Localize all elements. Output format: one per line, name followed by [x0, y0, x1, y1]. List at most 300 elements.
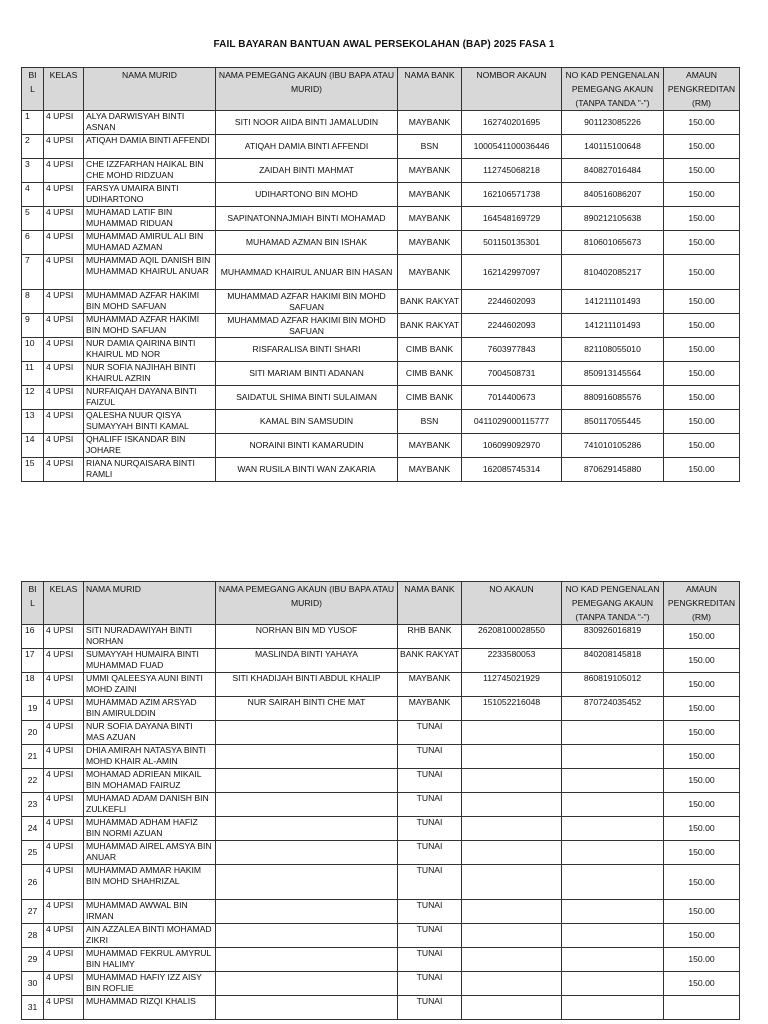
cell-bil: 4 [22, 183, 44, 207]
cell-bil: 27 [22, 900, 44, 924]
cell-no-kad [562, 769, 664, 793]
cell-no-kad: 821108055010 [562, 338, 664, 362]
cell-nama-pemegang: MUHAMMAD AZFAR HAKIMI BIN MOHD SAFUAN [216, 290, 398, 314]
cell-amaun: 150.00 [664, 386, 740, 410]
cell-nama-bank: CIMB BANK [398, 362, 462, 386]
cell-nama-murid: QALESHA NUUR QISYA SUMAYYAH BINTI KAMAL [84, 410, 216, 434]
cell-nombor-akaun: 501150135301 [462, 231, 562, 255]
cell-bil: 16 [22, 625, 44, 649]
cell-no-kad: 840516086207 [562, 183, 664, 207]
cell-nombor-akaun: 1000541100036446 [462, 135, 562, 159]
payment-table-2 [21, 581, 740, 1020]
header-amaun: AMAUN PENGKREDITAN (RM) [664, 582, 740, 625]
table-row [22, 769, 740, 793]
cell-no-kad: 140115100648 [562, 135, 664, 159]
cell-nama-murid: MOHAMAD ADRIEAN MIKAIL BIN MOHAMAD FAIRUZ [84, 769, 216, 793]
cell-bil: 8 [22, 290, 44, 314]
cell-nama-pemegang [216, 972, 398, 996]
cell-nama-pemegang [216, 900, 398, 924]
cell-nombor-akaun [462, 865, 562, 900]
cell-nama-murid: RIANA NURQAISARA BINTI RAMLI [84, 458, 216, 482]
cell-nama-pemegang: SAPINATONNAJMIAH BINTI MOHAMAD [216, 207, 398, 231]
cell-bil: 26 [22, 865, 44, 900]
cell-nama-murid: MUHAMAD LATIF BIN MUHAMMAD RIDUAN [84, 207, 216, 231]
cell-nama-pemegang: KAMAL BIN SAMSUDIN [216, 410, 398, 434]
cell-nama-murid: ALYA DARWISYAH BINTI ASNAN [84, 111, 216, 135]
cell-nama-murid: QHALIFF ISKANDAR BIN JOHARE [84, 434, 216, 458]
cell-nama-pemegang [216, 745, 398, 769]
cell-amaun: 150.00 [664, 625, 740, 649]
cell-nama-murid: MUHAMMAD AMIRUL ALI BIN MUHAMAD AZMAN [84, 231, 216, 255]
table-header-row [22, 582, 740, 625]
cell-bil: 24 [22, 817, 44, 841]
cell-nama-bank: BANK RAKYAT [398, 290, 462, 314]
cell-nama-murid: NUR SOFIA DAYANA BINTI MAS AZUAN [84, 721, 216, 745]
cell-no-kad: 810402085217 [562, 255, 664, 290]
cell-amaun: 150.00 [664, 159, 740, 183]
cell-amaun: 150.00 [664, 697, 740, 721]
cell-no-kad: 810601065673 [562, 231, 664, 255]
cell-bil: 13 [22, 410, 44, 434]
cell-bil: 12 [22, 386, 44, 410]
cell-nama-pemegang [216, 841, 398, 865]
cell-no-kad [562, 721, 664, 745]
cell-bil: 11 [22, 362, 44, 386]
payment-table-1 [21, 67, 740, 482]
cell-nama-bank: BSN [398, 135, 462, 159]
cell-no-kad: 840827016484 [562, 159, 664, 183]
table-row [22, 625, 740, 649]
cell-nama-bank: MAYBANK [398, 111, 462, 135]
cell-nombor-akaun: 7014400673 [462, 386, 562, 410]
cell-nama-pemegang [216, 924, 398, 948]
cell-nama-pemegang [216, 769, 398, 793]
cell-nombor-akaun: 7004508731 [462, 362, 562, 386]
table-row [22, 817, 740, 841]
cell-no-kad: 880916085576 [562, 386, 664, 410]
cell-bil: 2 [22, 135, 44, 159]
cell-no-kad: 870724035452 [562, 697, 664, 721]
cell-nama-murid: MUHAMMAD HAFIY IZZ AISY BIN ROFLIE [84, 972, 216, 996]
cell-kelas: 4 UPSI [44, 673, 84, 697]
table-row [22, 972, 740, 996]
cell-kelas: 4 UPSI [44, 972, 84, 996]
cell-nombor-akaun [462, 996, 562, 1020]
table-row [22, 841, 740, 865]
table-row [22, 865, 740, 900]
header-kelas: KELAS [44, 582, 84, 625]
cell-nombor-akaun: 26208100028550 [462, 625, 562, 649]
cell-nama-murid: MUHAMAD ADAM DANISH BIN ZULKEFLI [84, 793, 216, 817]
cell-kelas: 4 UPSI [44, 721, 84, 745]
cell-nama-murid: MUHAMMAD ADHAM HAFIZ BIN NORMI AZUAN [84, 817, 216, 841]
cell-bil: 7 [22, 255, 44, 290]
table-row [22, 290, 740, 314]
cell-amaun: 150.00 [664, 745, 740, 769]
cell-amaun: 150.00 [664, 290, 740, 314]
cell-kelas: 4 UPSI [44, 255, 84, 290]
cell-nama-pemegang: UDIHARTONO BIN MOHD [216, 183, 398, 207]
cell-no-kad: 141211101493 [562, 314, 664, 338]
cell-no-kad [562, 817, 664, 841]
table-row [22, 135, 740, 159]
cell-amaun: 150.00 [664, 900, 740, 924]
cell-nama-bank: TUNAI [398, 972, 462, 996]
table-row [22, 948, 740, 972]
cell-nama-murid: MUHAMMAD AMMAR HAKIM BIN MOHD SHAHRIZAL [84, 865, 216, 900]
cell-nombor-akaun: 2233580053 [462, 649, 562, 673]
cell-nama-bank: TUNAI [398, 948, 462, 972]
cell-nama-pemegang: ZAIDAH BINTI MAHMAT [216, 159, 398, 183]
cell-nama-murid: MUHAMMAD AIREL AMSYA BIN ANUAR [84, 841, 216, 865]
cell-nama-pemegang [216, 948, 398, 972]
cell-amaun: 150.00 [664, 649, 740, 673]
cell-nombor-akaun: 112745021929 [462, 673, 562, 697]
table-row [22, 410, 740, 434]
header-no-kad: NO KAD PENGENALAN PEMEGANG AKAUN (TANPA TANDA "-") [562, 68, 664, 111]
cell-no-kad: 890212105638 [562, 207, 664, 231]
document-title: FAIL BAYARAN BANTUAN AWAL PERSEKOLAHAN (BAP) 2025 FASA 1 [213, 39, 555, 50]
cell-kelas: 4 UPSI [44, 900, 84, 924]
cell-amaun: 150.00 [664, 793, 740, 817]
cell-nama-pemegang [216, 793, 398, 817]
cell-nama-pemegang: MUHAMMAD AZFAR HAKIMI BIN MOHD SAFUAN [216, 314, 398, 338]
cell-amaun: 150.00 [664, 135, 740, 159]
cell-nama-bank: BANK RAKYAT [398, 314, 462, 338]
cell-amaun: 150.00 [664, 769, 740, 793]
cell-amaun: 150.00 [664, 817, 740, 841]
cell-nombor-akaun: 112745068218 [462, 159, 562, 183]
header-kelas: KELAS [44, 68, 84, 111]
cell-nombor-akaun: 162142997097 [462, 255, 562, 290]
cell-nama-pemegang: SITI MARIAM BINTI ADANAN [216, 362, 398, 386]
table-row [22, 231, 740, 255]
cell-bil: 5 [22, 207, 44, 231]
cell-no-kad [562, 972, 664, 996]
cell-kelas: 4 UPSI [44, 434, 84, 458]
cell-nama-bank: TUNAI [398, 924, 462, 948]
cell-amaun: 150.00 [664, 255, 740, 290]
cell-nama-pemegang: WAN RUSILA BINTI WAN ZAKARIA [216, 458, 398, 482]
cell-amaun: 150.00 [664, 841, 740, 865]
cell-nama-pemegang [216, 817, 398, 841]
cell-no-kad: 850117055445 [562, 410, 664, 434]
cell-nombor-akaun [462, 721, 562, 745]
cell-nama-murid: SITI NURADAWIYAH BINTI NORHAN [84, 625, 216, 649]
header-nombor-akaun: NOMBOR AKAUN [462, 68, 562, 111]
cell-nama-bank: TUNAI [398, 769, 462, 793]
cell-nama-bank: TUNAI [398, 841, 462, 865]
cell-bil: 19 [22, 697, 44, 721]
cell-no-kad [562, 793, 664, 817]
header-no-kad: NO KAD PENGENALAN PEMEGANG AKAUN (TANPA TANDA "-") [562, 582, 664, 625]
cell-nama-bank: MAYBANK [398, 434, 462, 458]
cell-nama-bank: TUNAI [398, 721, 462, 745]
cell-nombor-akaun: 162085745314 [462, 458, 562, 482]
cell-bil: 18 [22, 673, 44, 697]
table-row [22, 386, 740, 410]
cell-nama-murid: MUHAMMAD AWWAL BIN IRMAN [84, 900, 216, 924]
cell-amaun: 150.00 [664, 183, 740, 207]
cell-kelas: 4 UPSI [44, 159, 84, 183]
cell-no-kad: 830926016819 [562, 625, 664, 649]
cell-bil: 23 [22, 793, 44, 817]
cell-nama-pemegang [216, 865, 398, 900]
cell-kelas: 4 UPSI [44, 745, 84, 769]
cell-bil: 28 [22, 924, 44, 948]
cell-amaun: 150.00 [664, 231, 740, 255]
cell-nama-murid: NURFAIQAH DAYANA BINTI FAIZUL [84, 386, 216, 410]
cell-no-kad: 741010105286 [562, 434, 664, 458]
cell-kelas: 4 UPSI [44, 362, 84, 386]
cell-nama-murid: DHIA AMIRAH NATASYA BINTI MOHD KHAIR AL-AMIN [84, 745, 216, 769]
cell-nama-bank: TUNAI [398, 793, 462, 817]
cell-bil: 21 [22, 745, 44, 769]
cell-kelas: 4 UPSI [44, 183, 84, 207]
cell-nama-murid: MUHAMMAD AZIM ARSYAD BIN AMIRULDDIN [84, 697, 216, 721]
header-amaun: AMAUN PENGKREDITAN (RM) [664, 68, 740, 111]
cell-nama-murid: ATIQAH DAMIA BINTI AFFENDI [84, 135, 216, 159]
cell-nama-pemegang: MUHAMMAD KHAIRUL ANUAR BIN HASAN [216, 255, 398, 290]
cell-nama-murid: MUHAMMAD RIZQI KHALIS [84, 996, 216, 1020]
cell-bil: 20 [22, 721, 44, 745]
cell-no-kad [562, 948, 664, 972]
cell-amaun: 150.00 [664, 458, 740, 482]
cell-nama-bank: MAYBANK [398, 255, 462, 290]
cell-nombor-akaun: 106099092970 [462, 434, 562, 458]
cell-amaun: 150.00 [664, 410, 740, 434]
cell-nama-pemegang: SAIDATUL SHIMA BINTI SULAIMAN [216, 386, 398, 410]
cell-no-kad: 141211101493 [562, 290, 664, 314]
cell-kelas: 4 UPSI [44, 410, 84, 434]
cell-nombor-akaun [462, 817, 562, 841]
header-no-akaun: NO AKAUN [462, 582, 562, 625]
table-row [22, 255, 740, 290]
cell-nama-pemegang: NORHAN BIN MD YUSOF [216, 625, 398, 649]
cell-amaun: 150.00 [664, 721, 740, 745]
cell-kelas: 4 UPSI [44, 697, 84, 721]
cell-kelas: 4 UPSI [44, 111, 84, 135]
cell-no-kad [562, 865, 664, 900]
table-row [22, 721, 740, 745]
table-row [22, 649, 740, 673]
cell-amaun: 150.00 [664, 338, 740, 362]
cell-kelas: 4 UPSI [44, 135, 84, 159]
cell-kelas: 4 UPSI [44, 996, 84, 1020]
cell-bil: 1 [22, 111, 44, 135]
cell-nama-pemegang: RISFARALISA BINTI SHARI [216, 338, 398, 362]
cell-nama-bank: TUNAI [398, 996, 462, 1020]
cell-nama-bank: MAYBANK [398, 673, 462, 697]
cell-kelas: 4 UPSI [44, 458, 84, 482]
cell-no-kad: 860819105012 [562, 673, 664, 697]
cell-bil: 31 [22, 996, 44, 1020]
cell-nama-pemegang: NORAINI BINTI KAMARUDIN [216, 434, 398, 458]
cell-nama-murid: MUHAMMAD AZFAR HAKIMI BIN MOHD SAFUAN [84, 314, 216, 338]
cell-kelas: 4 UPSI [44, 769, 84, 793]
header-nama-pemegang: NAMA PEMEGANG AKAUN (IBU BAPA ATAU MURID) [216, 582, 398, 625]
cell-amaun: 150.00 [664, 948, 740, 972]
cell-nama-murid: SUMAYYAH HUMAIRA BINTI MUHAMMAD FUAD [84, 649, 216, 673]
cell-no-kad: 901123085226 [562, 111, 664, 135]
cell-nombor-akaun [462, 972, 562, 996]
table-row [22, 159, 740, 183]
cell-bil: 15 [22, 458, 44, 482]
cell-nama-murid: FARSYA UMAIRA BINTI UDIHARTONO [84, 183, 216, 207]
header-nama-murid: NAMA MURID [84, 582, 216, 625]
cell-nombor-akaun: 164548169729 [462, 207, 562, 231]
table-row [22, 673, 740, 697]
table-row [22, 362, 740, 386]
cell-nama-pemegang: SITI KHADIJAH BINTI ABDUL KHALIP [216, 673, 398, 697]
cell-nama-bank: TUNAI [398, 745, 462, 769]
cell-nama-pemegang: NUR SAIRAH BINTI CHE MAT [216, 697, 398, 721]
cell-nama-bank: BANK RAKYAT [398, 649, 462, 673]
header-bil: BI L [22, 582, 44, 625]
header-nama-pemegang: NAMA PEMEGANG AKAUN (IBU BAPA ATAU MURID) [216, 68, 398, 111]
cell-nama-murid: MUHAMMAD AZFAR HAKIMI BIN MOHD SAFUAN [84, 290, 216, 314]
cell-no-kad [562, 745, 664, 769]
cell-no-kad: 850913145564 [562, 362, 664, 386]
cell-no-kad [562, 841, 664, 865]
table-row [22, 900, 740, 924]
cell-kelas: 4 UPSI [44, 231, 84, 255]
cell-nombor-akaun: 7603977843 [462, 338, 562, 362]
cell-amaun: 150.00 [664, 673, 740, 697]
table-row [22, 458, 740, 482]
cell-kelas: 4 UPSI [44, 625, 84, 649]
cell-nama-murid: MUHAMMAD FEKRUL AMYRUL BIN HALIMY [84, 948, 216, 972]
cell-nombor-akaun [462, 745, 562, 769]
cell-nama-bank: TUNAI [398, 865, 462, 900]
table-row [22, 314, 740, 338]
cell-nama-murid: NUR SOFIA NAJIHAH BINTI KHAIRUL AZRIN [84, 362, 216, 386]
cell-amaun: 150.00 [664, 362, 740, 386]
cell-bil: 6 [22, 231, 44, 255]
cell-nombor-akaun: 2244602093 [462, 290, 562, 314]
cell-nama-bank: MAYBANK [398, 207, 462, 231]
cell-bil: 22 [22, 769, 44, 793]
cell-nama-murid: MUHAMMAD AQIL DANISH BIN MUHAMMAD KHAIRUL ANUAR [84, 255, 216, 290]
cell-kelas: 4 UPSI [44, 841, 84, 865]
table-row [22, 434, 740, 458]
cell-nama-bank: MAYBANK [398, 231, 462, 255]
cell-bil: 17 [22, 649, 44, 673]
cell-no-kad: 870629145880 [562, 458, 664, 482]
cell-bil: 30 [22, 972, 44, 996]
header-nama-bank: NAMA BANK [398, 68, 462, 111]
cell-bil: 9 [22, 314, 44, 338]
table-row [22, 745, 740, 769]
cell-amaun: 150.00 [664, 865, 740, 900]
cell-nama-murid: NUR DAMIA QAIRINA BINTI KHAIRUL MD NOR [84, 338, 216, 362]
table-row [22, 111, 740, 135]
cell-nama-bank: CIMB BANK [398, 386, 462, 410]
cell-nama-bank: TUNAI [398, 900, 462, 924]
cell-kelas: 4 UPSI [44, 290, 84, 314]
cell-nama-murid: UMMI QALEESYA AUNI BINTI MOHD ZAINI [84, 673, 216, 697]
cell-bil: 14 [22, 434, 44, 458]
cell-nombor-akaun [462, 769, 562, 793]
cell-nama-bank: MAYBANK [398, 159, 462, 183]
cell-nombor-akaun [462, 793, 562, 817]
cell-nama-murid: CHE IZZFARHAN HAIKAL BIN CHE MOHD RIDZUAN [84, 159, 216, 183]
cell-nama-bank: MAYBANK [398, 458, 462, 482]
cell-nombor-akaun: 151052216048 [462, 697, 562, 721]
cell-nama-pemegang: MUHAMAD AZMAN BIN ISHAK [216, 231, 398, 255]
cell-nombor-akaun [462, 900, 562, 924]
cell-nama-pemegang: MASLINDA BINTI YAHAYA [216, 649, 398, 673]
table-row [22, 697, 740, 721]
cell-nombor-akaun: 162740201695 [462, 111, 562, 135]
cell-amaun: 150.00 [664, 972, 740, 996]
cell-kelas: 4 UPSI [44, 649, 84, 673]
cell-nama-bank: MAYBANK [398, 697, 462, 721]
cell-amaun: 150.00 [664, 314, 740, 338]
cell-nama-pemegang [216, 996, 398, 1020]
cell-nama-pemegang [216, 721, 398, 745]
cell-kelas: 4 UPSI [44, 793, 84, 817]
cell-nama-pemegang: ATIQAH DAMIA BINTI AFFENDI [216, 135, 398, 159]
cell-nama-bank: TUNAI [398, 817, 462, 841]
cell-no-kad [562, 996, 664, 1020]
cell-kelas: 4 UPSI [44, 386, 84, 410]
cell-nama-bank: RHB BANK [398, 625, 462, 649]
cell-amaun: 150.00 [664, 111, 740, 135]
cell-nama-pemegang: SITI NOOR AIIDA BINTI JAMALUDIN [216, 111, 398, 135]
cell-no-kad: 840208145818 [562, 649, 664, 673]
cell-amaun: 150.00 [664, 924, 740, 948]
cell-amaun: 150.00 [664, 434, 740, 458]
table-row [22, 793, 740, 817]
cell-no-kad [562, 924, 664, 948]
cell-bil: 3 [22, 159, 44, 183]
header-nama-murid: NAMA MURID [84, 68, 216, 111]
cell-nombor-akaun: 0411029000115777 [462, 410, 562, 434]
cell-amaun [664, 996, 740, 1020]
table-header-row [22, 68, 740, 111]
cell-nama-bank: BSN [398, 410, 462, 434]
cell-kelas: 4 UPSI [44, 338, 84, 362]
cell-amaun: 150.00 [664, 207, 740, 231]
cell-kelas: 4 UPSI [44, 817, 84, 841]
table-row [22, 183, 740, 207]
header-nama-bank: NAMA BANK [398, 582, 462, 625]
cell-nombor-akaun: 2244602093 [462, 314, 562, 338]
table-row [22, 924, 740, 948]
cell-nombor-akaun: 162106571738 [462, 183, 562, 207]
table-row [22, 996, 740, 1020]
cell-nombor-akaun [462, 841, 562, 865]
cell-nama-murid: AIN AZZALEA BINTI MOHAMAD ZIKRI [84, 924, 216, 948]
cell-kelas: 4 UPSI [44, 924, 84, 948]
cell-no-kad [562, 900, 664, 924]
cell-nombor-akaun [462, 948, 562, 972]
cell-nama-bank: MAYBANK [398, 183, 462, 207]
cell-nombor-akaun [462, 924, 562, 948]
cell-bil: 25 [22, 841, 44, 865]
cell-kelas: 4 UPSI [44, 207, 84, 231]
cell-kelas: 4 UPSI [44, 948, 84, 972]
cell-kelas: 4 UPSI [44, 865, 84, 900]
cell-kelas: 4 UPSI [44, 314, 84, 338]
cell-bil: 29 [22, 948, 44, 972]
table-row [22, 338, 740, 362]
cell-bil: 10 [22, 338, 44, 362]
table-row [22, 207, 740, 231]
cell-nama-bank: CIMB BANK [398, 338, 462, 362]
header-bil: BI L [22, 68, 44, 111]
